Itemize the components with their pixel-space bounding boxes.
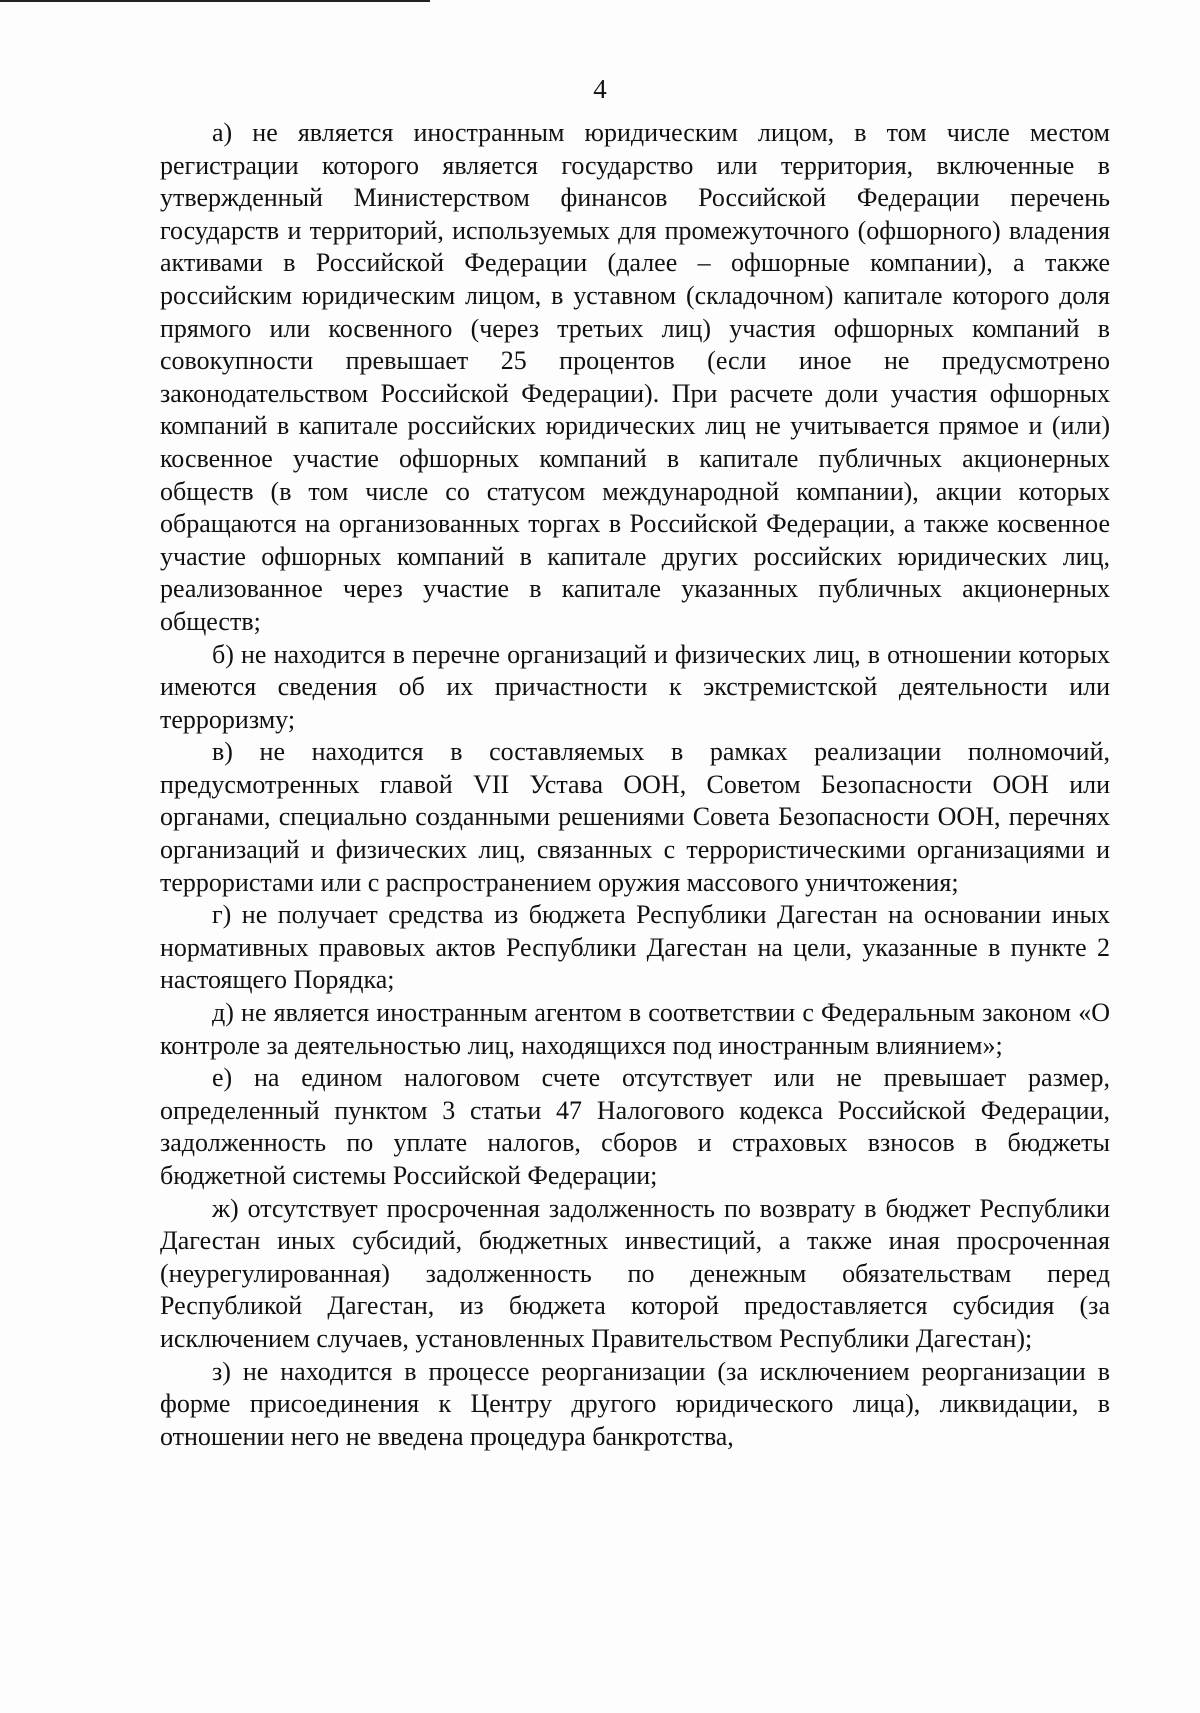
page-number: 4 <box>593 74 607 104</box>
top-border-line <box>0 0 430 2</box>
paragraph-zh: ж) отсутствует просроченная задолженность по возврату в бюджет Республики Дагестан иных субсидий, бюджетных инвестиций, а также иная просроченная (неурегулированная) задолженность по денежным обязательствам перед Республикой Дагестан, из бюджета которой предоставляется субсидия (за исключением случаев, установленных Правительством Республики Дагестан); <box>160 1193 1110 1353</box>
paragraph-z: з) не находится в процессе реорганизации (за исключением реорганизации в форме присоединения к Центру другого юридического лица), ликвидации, в отношении него не введена процедура банкротства, <box>160 1356 1110 1451</box>
paragraph-g: г) не получает средства из бюджета Республики Дагестан на основании иных нормативных правовых актов Республики Дагестан на цели, указанные в пункте 2 настоящего Порядка; <box>160 900 1110 995</box>
paragraph-a: а) не является иностранным юридическим лицом, в том числе местом регистрации которого является государство или территория, включенные в утвержденный Министерством финансов Российской Федерации перечень государств и территорий, используемых для промежуточного (офшорного) владения активами в Российской Федерации (далее – офшорные компании), а также российским юридическим лицом, в уставном (складочном) капитале которого доля прямого или косвенного (через третьих лиц) участия офшорных компаний в совокупности превышает 25 процентов (если иное не предусмотрено законодательством Российской Федерации). При расчете доли участия офшорных компаний в капитале российских юридических лиц не учитывается прямое и (или) косвенное участие офшорных компаний в капитале публичных акционерных обществ (в том числе со статусом международной компании), акции которых обращаются на организованных торгах в Российской Федерации, а также косвенное участие офшорных компаний в капитале других российских юридических лиц, реализованное через участие в капитале указанных публичных акционерных обществ; <box>160 118 1110 636</box>
document-body <box>160 117 1110 1453</box>
paragraph-v: в) не находится в составляемых в рамках реализации полномочий, предусмотренных главой VII Устава ООН, Советом Безопасности ООН или органами, специально созданными решениями Совета Безопасности ООН, перечнях организаций и физических лиц, связанных с террористическими организациями и террористами или с распространением оружия массового уничтожения; <box>160 737 1110 897</box>
paragraph-d: д) не является иностранным агентом в соответствии с Федеральным законом «О контроле за деятельностью лиц, находящихся под иностранным влиянием»; <box>160 998 1110 1060</box>
paragraph-e: е) на едином налоговом счете отсутствует или не превышает размер, определенный пунктом 3 статьи 47 Налогового кодекса Российской Федерации, задолженность по уплате налогов, сборов и страховых взносов в бюджеты бюджетной системы Российской Федерации; <box>160 1063 1110 1190</box>
paragraph-b: б) не находится в перечне организаций и физических лиц, в отношении которых имеются сведения об их причастности к экстремистской деятельности или терроризму; <box>160 639 1110 734</box>
